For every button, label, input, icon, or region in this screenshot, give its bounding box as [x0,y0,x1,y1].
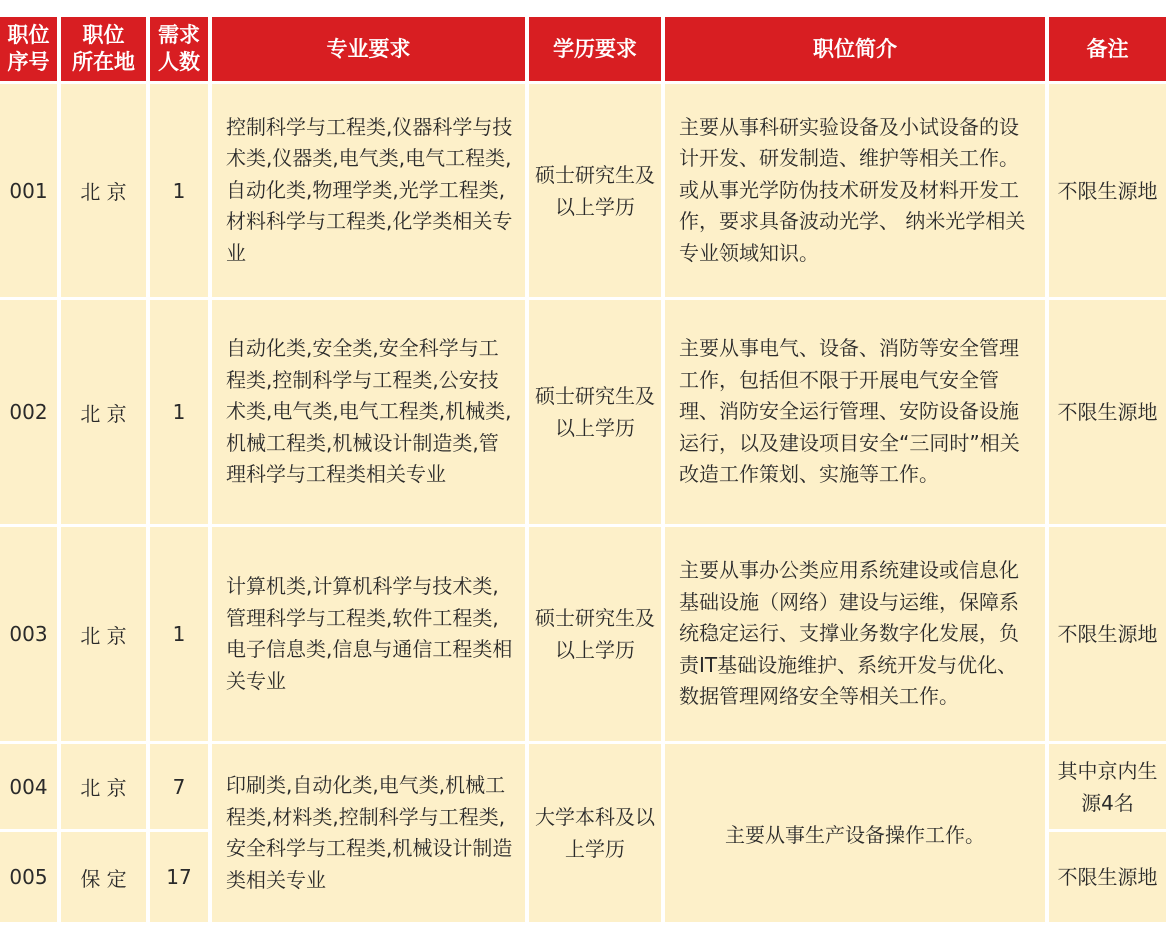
header-location [61,17,146,81]
table-row [0,300,1166,524]
header-seq [0,17,57,81]
table-row [0,744,1166,829]
cell-remark: 不限生源地 [1049,527,1166,741]
cell-description-merged: 主要从事生产设备操作工作。 [665,744,1045,922]
cell-major: 自动化类,安全类,安全科学与工程类,控制科学与工程类,公安技术类,电气类,电气工程类,机械类,机械工程类,机械设计制造类,管理科学与工程类相关专业 [212,300,525,524]
header-education: 学历要求 [529,17,661,81]
cell-education: 硕士研究生及以上学历 [529,527,661,741]
cell-description: 主要从事电气、设备、消防等安全管理工作，包括但不限于开展电气安全管理、消防安全运行管理、安防设备设施运行，以及建设项目安全“三同时”相关改造工作策划、实施等工作。 [665,300,1045,524]
header-remark: 备注 [1049,17,1166,81]
cell-seq: 001 [0,84,57,297]
cell-education: 硕士研究生及以上学历 [529,300,661,524]
cell-education: 硕士研究生及以上学历 [529,84,661,297]
cell-major: 计算机类,计算机科学与技术类,管理科学与工程类,软件工程类,电子信息类,信息与通信工程类相关专业 [212,527,525,741]
cell-location: 北 京 [61,744,146,829]
header-description: 职位简介 [665,17,1045,81]
cell-seq: 005 [0,832,57,922]
cell-remark: 不限生源地 [1049,300,1166,524]
cell-count: 17 [150,832,208,922]
table-row [0,84,1166,297]
cell-remark: 其中京内生源4名 [1049,744,1166,829]
cell-location: 保 定 [61,832,146,922]
cell-major-merged: 印刷类,自动化类,电气类,机械工程类,材料类,控制科学与工程类, 安全科学与工程类,机械设计制造类相关专业 [212,744,525,922]
cell-count: 1 [150,300,208,524]
cell-description: 主要从事办公类应用系统建设或信息化基础设施（网络）建设与运维，保障系统稳定运行、支撑业务数字化发展，负责IT基础设施维护、系统开发与优化、数据管理网络安全等相关工作。 [665,527,1045,741]
cell-description: 主要从事科研实验设备及小试设备的设计开发、研发制造、维护等相关工作。或从事光学防伪技术研发及材料开发工作，要求具备波动光学、 纳米光学相关专业领域知识。 [665,84,1045,297]
cell-location: 北 京 [61,84,146,297]
cell-seq: 004 [0,744,57,829]
cell-count: 7 [150,744,208,829]
header-count-line-1: 需求 [158,23,200,47]
table-row [0,527,1166,741]
cell-location: 北 京 [61,300,146,524]
cell-remark: 不限生源地 [1049,832,1166,922]
cell-remark: 不限生源地 [1049,84,1166,297]
cell-seq: 003 [0,527,57,741]
header-row [0,17,1166,81]
header-count [150,17,208,81]
cell-seq: 002 [0,300,57,524]
header-seq-line-1: 职位 [7,23,50,47]
header-count-line-2: 人数 [158,50,200,74]
header-seq-line-2: 序号 [7,50,50,74]
cell-major: 控制科学与工程类,仪器科学与技术类,仪器类,电气类,电气工程类,自动化类,物理学类,光学工程类,材料科学与工程类,化学类相关专业 [212,84,525,297]
header-location-line-1: 职位 [82,23,125,47]
cell-location: 北 京 [61,527,146,741]
header-major: 专业要求 [212,17,525,81]
job-table [0,14,1166,925]
cell-count: 1 [150,84,208,297]
cell-count: 1 [150,527,208,741]
cell-education-merged: 大学本科及以上学历 [529,744,661,922]
header-location-line-2: 所在地 [72,50,135,74]
